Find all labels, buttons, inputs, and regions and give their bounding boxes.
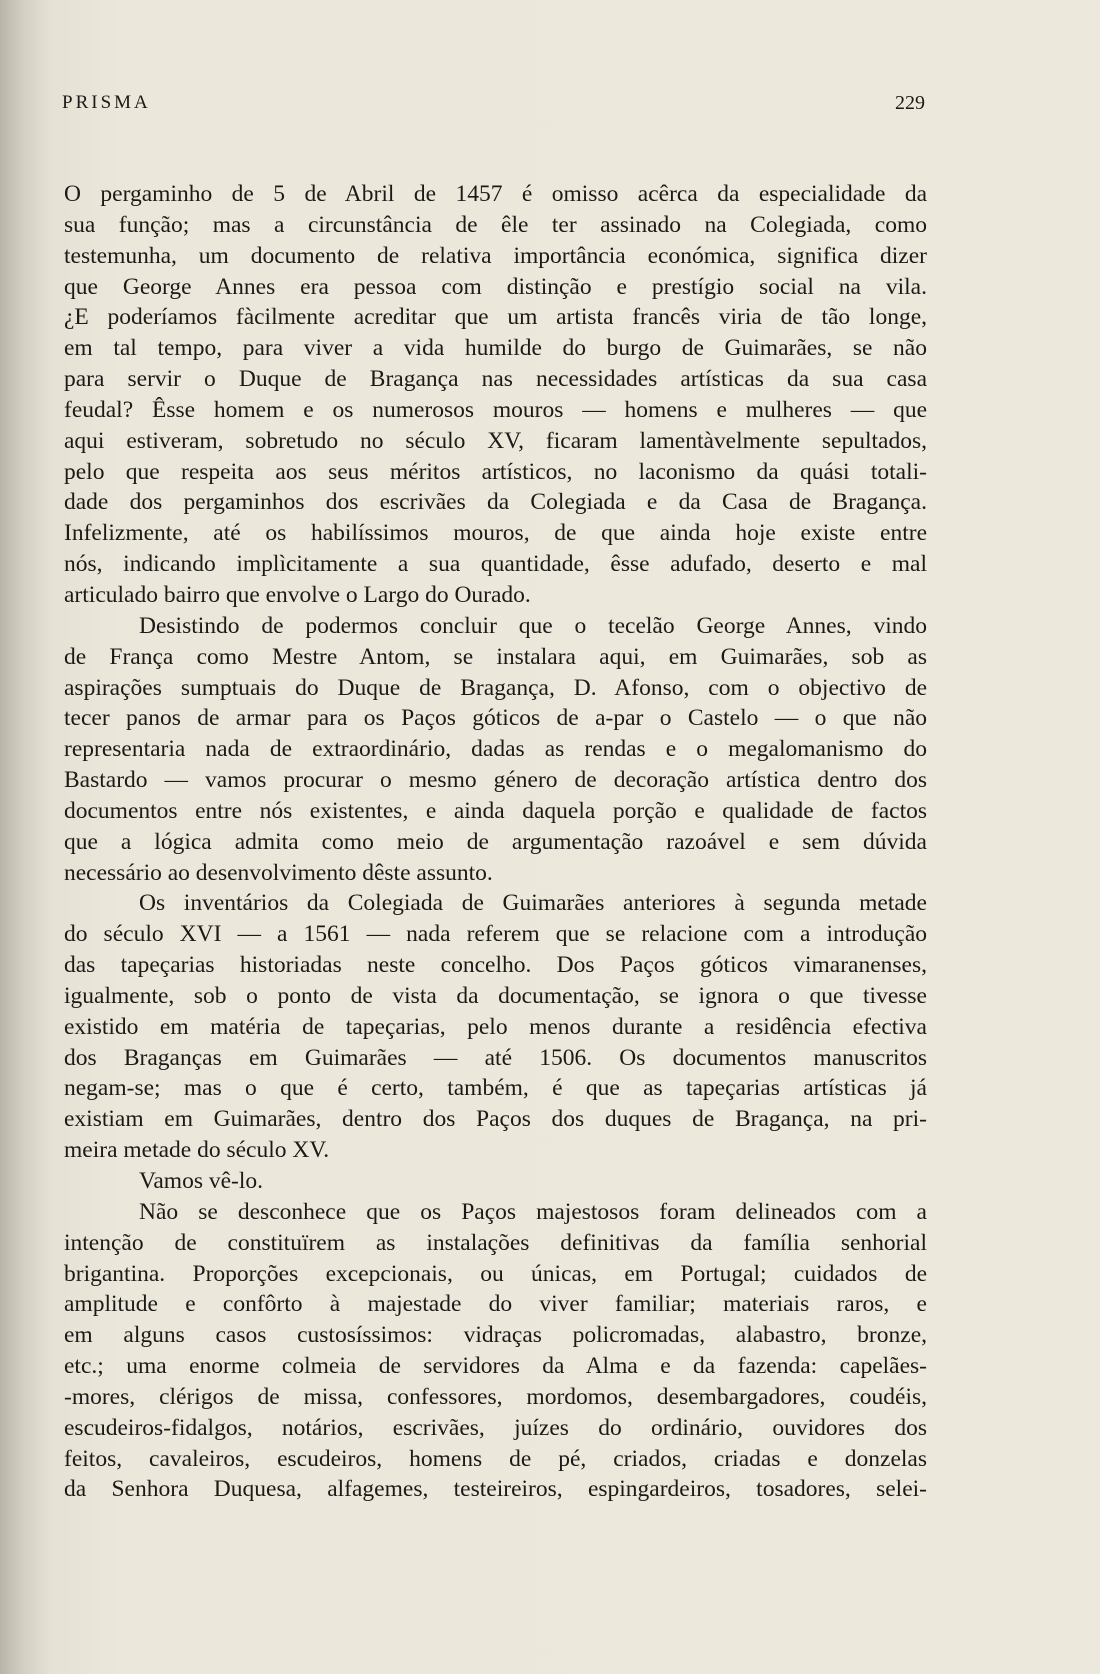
text-line: dade dos pergaminhos dos escrivães da Colegiada e da Casa de Bragança.: [64, 489, 927, 516]
text-line: em tal tempo, para viver a vida humilde do burgo de Guimarães, se não: [64, 335, 927, 362]
text-line: ¿E poderíamos fàcilmente acreditar que um artista francês viria de tão longe,: [64, 304, 927, 331]
text-line: sua função; mas a circunstância de êle ter assinado na Colegiada, como: [64, 211, 927, 238]
text-line: Bastardo — vamos procurar o mesmo género de decoração artística dentro dos: [64, 767, 927, 794]
text-line: existiam em Guimarães, dentro dos Paços dos duques de Bragança, na pri-: [64, 1106, 927, 1133]
text-line: etc.; uma enorme colmeia de servidores da Alma e da fazenda: capelães-: [64, 1353, 927, 1380]
text-line: articulado bairro que envolve o Largo do Ourado.: [64, 581, 531, 608]
text-line: -mores, clérigos de missa, confessores, mordomos, desembargadores, coudéis,: [64, 1383, 927, 1410]
text-line: feitos, cavaleiros, escudeiros, homens de pé, criados, criadas e donzelas: [64, 1445, 927, 1472]
text-line: de França como Mestre Antom, se instalara aqui, em Guimarães, sob as: [64, 643, 927, 670]
text-line: testemunha, um documento de relativa importância económica, significa dizer: [64, 242, 927, 269]
text-line: das tapeçarias historiadas neste concelho. Dos Paços góticos vimaranenses,: [64, 952, 927, 979]
text-line: igualmente, sob o ponto de vista da documentação, se ignora o que tivesse: [64, 982, 927, 1009]
text-line: que a lógica admita como meio de argumentação razoável e sem dúvida: [64, 828, 927, 855]
text-line: dos Braganças em Guimarães — até 1506. Os documentos manuscritos: [64, 1044, 927, 1071]
text-line: para servir o Duque de Bragança nas necessidades artísticas da sua casa: [64, 366, 927, 393]
running-header: [62, 92, 925, 120]
text-line: necessário ao desenvolvimento dêste assunto.: [64, 859, 493, 886]
text-line: existido em matéria de tapeçarias, pelo menos durante a residência efectiva: [64, 1013, 927, 1040]
text-line: feudal? Êsse homem e os numerosos mouros — homens e mulheres — que: [64, 396, 927, 423]
page-number: 229: [895, 92, 925, 114]
text-line: intenção de constituïrem as instalações definitivas da família senhorial: [64, 1229, 927, 1256]
text-line: do século XVI — a 1561 — nada referem que se relacione com a introdução: [64, 921, 927, 948]
text-line: representaria nada de extraordinário, dadas as rendas e o megalomanismo do: [64, 736, 927, 763]
text-line: brigantina. Proporções excepcionais, ou únicas, em Portugal; cuidados de: [64, 1260, 927, 1287]
text-line: Desistindo de podermos concluir que o tecelão George Annes, vindo: [139, 612, 927, 639]
text-line: pelo que respeita aos seus méritos artísticos, no laconismo da quási totali-: [64, 458, 927, 485]
text-line: aspirações sumptuais do Duque de Bragança, D. Afonso, com o objectivo de: [64, 674, 927, 701]
text-line: Os inventários da Colegiada de Guimarães anteriores à segunda metade: [139, 890, 927, 917]
text-line: aqui estiveram, sobretudo no século XV, ficaram lamentàvelmente sepultados,: [64, 427, 927, 454]
text-line: escudeiros-fidalgos, notários, escrivães, juízes do ordinário, ouvidores dos: [64, 1414, 927, 1441]
body-text: [64, 179, 927, 1505]
text-line: documentos entre nós existentes, e ainda daquela porção e qualidade de factos: [64, 797, 927, 824]
text-line: meira metade do século XV.: [64, 1137, 330, 1164]
text-line: Infelizmente, até os habilíssimos mouros, de que ainda hoje existe entre: [64, 520, 927, 547]
text-line: nós, indicando implìcitamente a sua quantidade, êsse adufado, deserto e mal: [64, 551, 927, 578]
text-line: amplitude e confôrto à majestade do viver familiar; materiais raros, e: [64, 1291, 927, 1318]
text-line: Não se desconhece que os Paços majestosos foram delineados com a: [139, 1198, 927, 1225]
text-line: Vamos vê-lo.: [139, 1168, 264, 1194]
text-line: da Senhora Duquesa, alfagemes, testeireiros, espingardeiros, tosadores, selei-: [64, 1476, 927, 1503]
text-line: negam-se; mas o que é certo, também, é que as tapeçarias artísticas já: [64, 1075, 927, 1102]
text-line: tecer panos de armar para os Paços góticos de a-par o Castelo — o que não: [64, 705, 927, 732]
text-line: em alguns casos custosíssimos: vidraças policromadas, alabastro, bronze,: [64, 1322, 927, 1349]
text-line: que George Annes era pessoa com distinção e prestígio social na vila.: [64, 273, 927, 300]
journal-title: PRISMA: [62, 92, 151, 113]
text-line: O pergaminho de 5 de Abril de 1457 é omisso acêrca da especialidade da: [64, 181, 927, 207]
